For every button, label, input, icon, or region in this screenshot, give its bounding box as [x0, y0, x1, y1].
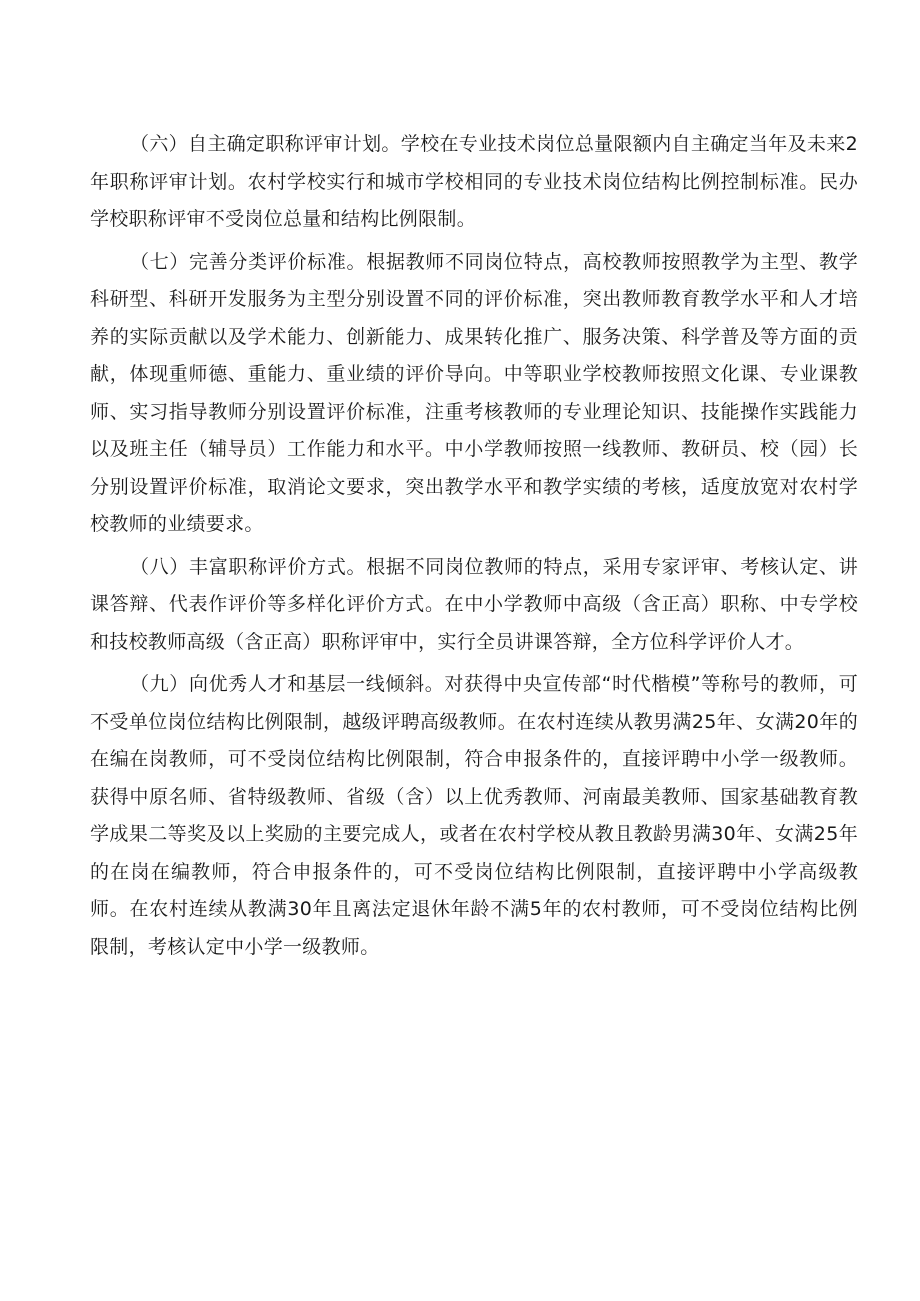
- paragraph-7-evaluation-standards: （七）完善分类评价标准。根据教师不同岗位特点，高校教师按照教学为主型、教学科研型、科研开发服务为主型分别设置不同的评价标准，突出教师教育教学水平和人才培养的实际贡献以及学术能力、创新能力、成果转化推广、服务决策、科学普及等方面的贡献，体现重师德、重能力、重业绩的评价导向。中等职业学校教师按照文化课、专业课教师、实习指导教师分别设置评价标准，注重考核教师的专业理论知识、技能操作实践能力以及班主任（辅导员）工作能力和水平。中小学教师按照一线教师、教研员、校（园）长分别设置评价标准，取消论文要求，突出教学水平和教学实绩的考核，适度放宽对农村学校教师的业绩要求。: [90, 250, 858, 535]
- paragraph-9-preferential-policy: （九）向优秀人才和基层一线倾斜。对获得中央宣传部“时代楷模”等称号的教师，可不受单位岗位结构比例限制，越级评聘高级教师。在农村连续从教男满25年、女满20年的在编在岗教师，可不受岗位结构比例限制，符合申报条件的，直接评聘中小学一级教师。获得中原名师、省特级教师、省级（含）以上优秀教师、河南最美教师、国家基础教育教学成果二等奖及以上奖励的主要完成人，或者在农村学校从教且教龄男满30年、女满25年的在岗在编教师，符合申报条件的，可不受岗位结构比例限制，直接评聘中小学高级教师。在农村连续从教满30年且离法定退休年龄不满5年的农村教师，可不受岗位结构比例限制，考核认定中小学一级教师。: [90, 673, 858, 958]
- paragraph-8-evaluation-methods: （八）丰富职称评价方式。根据不同岗位教师的特点，采用专家评审、考核认定、讲课答辩、代表作评价等多样化评价方式。在中小学教师中高级（含正高）职称、中专学校和技校教师高级（含正高）职称评审中，实行全员讲课答辩，全方位科学评价人才。: [90, 555, 858, 653]
- document-body: [90, 126, 858, 971]
- paragraph-6-evaluation-plan: （六）自主确定职称评审计划。学校在专业技术岗位总量限额内自主确定当年及未来2年职称评审计划。农村学校实行和城市学校相同的专业技术岗位结构比例控制标准。民办学校职称评审不受岗位总量和结构比例限制。: [90, 133, 858, 230]
